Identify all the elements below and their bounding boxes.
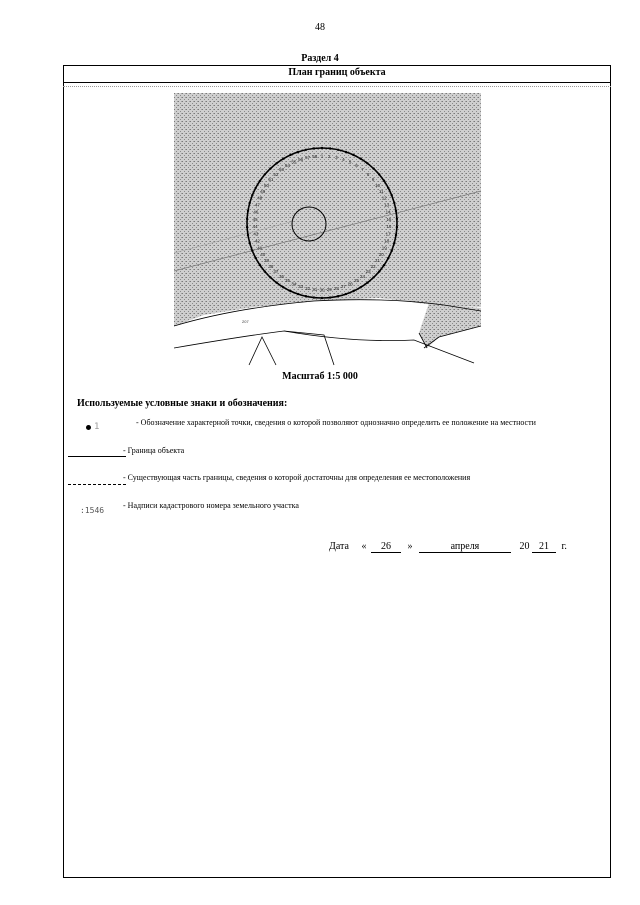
legend-boundary-line-symbol xyxy=(68,456,126,457)
boundary-point-label: 46 xyxy=(253,209,259,215)
boundary-point-label: 6 xyxy=(355,163,358,169)
boundary-point-label: 56 xyxy=(298,157,304,162)
boundary-point xyxy=(387,187,389,189)
boundary-point-label: 11 xyxy=(378,189,384,195)
boundary-point xyxy=(255,187,257,189)
parcel-number-label: 207 xyxy=(242,319,249,324)
legend-heading: Используемые условные знаки и обозначения: xyxy=(77,398,288,409)
boundary-point-label: 4 xyxy=(342,157,345,162)
boundary-point-label: 37 xyxy=(273,269,279,275)
boundary-point-label: 52 xyxy=(273,171,279,177)
boundary-point xyxy=(378,173,380,175)
boundary-point xyxy=(395,234,397,236)
boundary-point-label: 2 xyxy=(327,153,331,159)
boundary-point xyxy=(264,270,266,272)
section-title: Раздел 4 xyxy=(301,53,339,64)
boundary-point-label: 24 xyxy=(359,273,366,279)
boundary-point xyxy=(395,210,397,212)
boundary-point-label: 53 xyxy=(278,167,285,173)
boundary-point xyxy=(352,154,354,156)
boundary-point xyxy=(297,293,299,295)
boundary-point-label: 42 xyxy=(254,238,260,244)
boundary-point xyxy=(246,226,248,228)
boundary-point-label: 55 xyxy=(291,159,297,165)
boundary-point-label: 3 xyxy=(335,155,338,161)
boundary-point xyxy=(275,162,277,164)
date-month: апреля xyxy=(419,541,511,553)
legend-cadastral-text: - Надписи кадастрового номера земельного участка xyxy=(123,501,299,510)
boundary-point-label: 14 xyxy=(385,209,391,215)
boundary-point-label: 9 xyxy=(371,177,375,183)
page-number: 48 xyxy=(315,22,325,33)
boundary-point-label: 22 xyxy=(370,263,376,269)
boundary-point xyxy=(282,286,284,288)
boundary-point-label: 35 xyxy=(284,277,291,283)
boundary-point xyxy=(275,282,277,284)
boundary-point-label: 20 xyxy=(378,251,384,257)
boundary-point-label: 12 xyxy=(381,195,387,201)
scale-label: Масштаб 1:5 000 xyxy=(282,371,358,382)
boundary-point xyxy=(345,151,347,153)
boundary-point xyxy=(249,242,251,244)
legend-boundary-text: - Граница объекта xyxy=(123,446,185,455)
boundary-point xyxy=(366,162,368,164)
boundary-point-label: 26 xyxy=(347,281,353,287)
boundary-point xyxy=(251,250,253,252)
plan-title: План границ объекта xyxy=(288,67,386,78)
boundary-point xyxy=(259,180,261,182)
boundary-point-label: 19 xyxy=(381,245,387,251)
boundary-point xyxy=(305,295,307,297)
date-day: 26 xyxy=(371,541,401,553)
boundary-point-label: 57 xyxy=(305,155,311,161)
boundary-point xyxy=(246,218,248,220)
boundary-point-label: 44 xyxy=(252,224,258,230)
point-number: 1 xyxy=(94,422,100,432)
boundary-point xyxy=(313,296,315,298)
date-label: Дата xyxy=(329,541,349,552)
boundary-point-label: 41 xyxy=(257,245,263,251)
boundary-point-label: 27 xyxy=(340,284,346,289)
boundary-point xyxy=(297,151,299,153)
boundary-point xyxy=(372,276,374,278)
boundary-point xyxy=(360,158,362,160)
boundary-point xyxy=(259,264,261,266)
boundary-point xyxy=(249,202,251,204)
boundary-point xyxy=(289,154,291,156)
boundary-point-label: 28 xyxy=(333,285,339,291)
boundary-point-label: 8 xyxy=(366,171,370,177)
boundary-point xyxy=(269,276,271,278)
boundary-point-label: 10 xyxy=(374,182,381,188)
boundary-point-label: 45 xyxy=(252,216,258,222)
legend-point-symbol xyxy=(86,420,99,433)
boundary-point-label: 17 xyxy=(385,231,391,237)
boundary-point xyxy=(372,167,374,169)
boundary-point-label: 38 xyxy=(268,263,274,269)
boundary-point-label: 33 xyxy=(298,284,304,289)
boundary-point-label: 21 xyxy=(374,258,381,264)
boundary-point xyxy=(366,282,368,284)
boundary-point xyxy=(305,149,307,151)
boundary-point-label: 29 xyxy=(326,287,332,293)
boundary-point xyxy=(247,234,249,236)
boundary-point xyxy=(387,257,389,259)
boundary-point-label: 48 xyxy=(257,195,263,201)
point-dot-icon xyxy=(86,425,91,430)
boundary-point-label: 51 xyxy=(268,177,274,183)
boundary-point xyxy=(345,293,347,295)
boundary-point xyxy=(378,270,380,272)
boundary-point xyxy=(282,158,284,160)
boundary-point xyxy=(269,167,271,169)
boundary-point xyxy=(321,147,323,149)
boundary-point-label: 54 xyxy=(284,163,291,169)
boundary-point xyxy=(313,147,315,149)
boundary-point-label: 18 xyxy=(384,238,390,244)
boundary-point-label: 36 xyxy=(278,273,285,279)
boundary-point xyxy=(255,257,257,259)
boundary-point-label: 31 xyxy=(312,287,318,293)
boundary-point xyxy=(247,210,249,212)
boundary-point-label: 47 xyxy=(254,202,260,208)
title-divider xyxy=(63,82,611,83)
dotted-divider xyxy=(63,86,611,87)
boundary-point-label: 43 xyxy=(253,231,259,237)
boundary-point xyxy=(391,194,393,196)
boundary-point-label: 1 xyxy=(320,153,324,159)
boundary-point xyxy=(337,295,339,297)
date-open-quote: « xyxy=(361,541,367,552)
terrain-hatching xyxy=(174,93,481,348)
boundary-point xyxy=(289,290,291,292)
boundary-point-label: 13 xyxy=(384,202,390,208)
boundary-point xyxy=(321,297,323,299)
date-row xyxy=(329,541,567,553)
boundary-point xyxy=(251,194,253,196)
boundary-point-label: 30 xyxy=(319,287,325,293)
boundary-point-label: 39 xyxy=(263,258,270,264)
date-year-prefix: 20 xyxy=(519,541,530,552)
boundary-point-label: 25 xyxy=(353,277,360,283)
boundary-point xyxy=(337,149,339,151)
date-close-quote: » xyxy=(407,541,413,552)
date-year-suffix: 21 xyxy=(532,541,556,553)
boundary-point xyxy=(383,264,385,266)
boundary-map xyxy=(174,93,486,368)
boundary-point-label: 7 xyxy=(361,167,364,173)
boundary-point xyxy=(329,296,331,298)
boundary-point-label: 16 xyxy=(386,224,392,230)
boundary-point-label: 50 xyxy=(263,182,270,188)
date-year-unit: г. xyxy=(561,541,567,552)
legend-point-text: - Обозначение характерной точки, сведения о которой позволяют однозначно определить ее положение на местности xyxy=(136,418,536,427)
boundary-point xyxy=(396,226,398,228)
boundary-point xyxy=(360,286,362,288)
boundary-point-label: 15 xyxy=(386,216,392,222)
boundary-point xyxy=(396,218,398,220)
legend-existing-text: - Существующая часть границы, сведения о которой достаточны для определения ее местоположения xyxy=(123,473,471,482)
boundary-point xyxy=(352,290,354,292)
boundary-point-label: 23 xyxy=(365,269,371,275)
boundary-point-label: 40 xyxy=(260,251,266,257)
boundary-point xyxy=(393,202,395,204)
boundary-point-label: 49 xyxy=(260,189,266,195)
boundary-point xyxy=(329,147,331,149)
legend-existing-line-symbol xyxy=(68,484,126,485)
boundary-point xyxy=(391,250,393,252)
boundary-point xyxy=(393,242,395,244)
boundary-point xyxy=(264,173,266,175)
boundary-point-label: 58 xyxy=(312,153,318,159)
boundary-point-label: 32 xyxy=(305,285,311,291)
boundary-point-label: 34 xyxy=(291,281,297,287)
legend-cadastral-symbol: :1546 xyxy=(80,506,105,515)
boundary-point-label: 5 xyxy=(348,159,352,165)
boundary-point xyxy=(383,180,385,182)
